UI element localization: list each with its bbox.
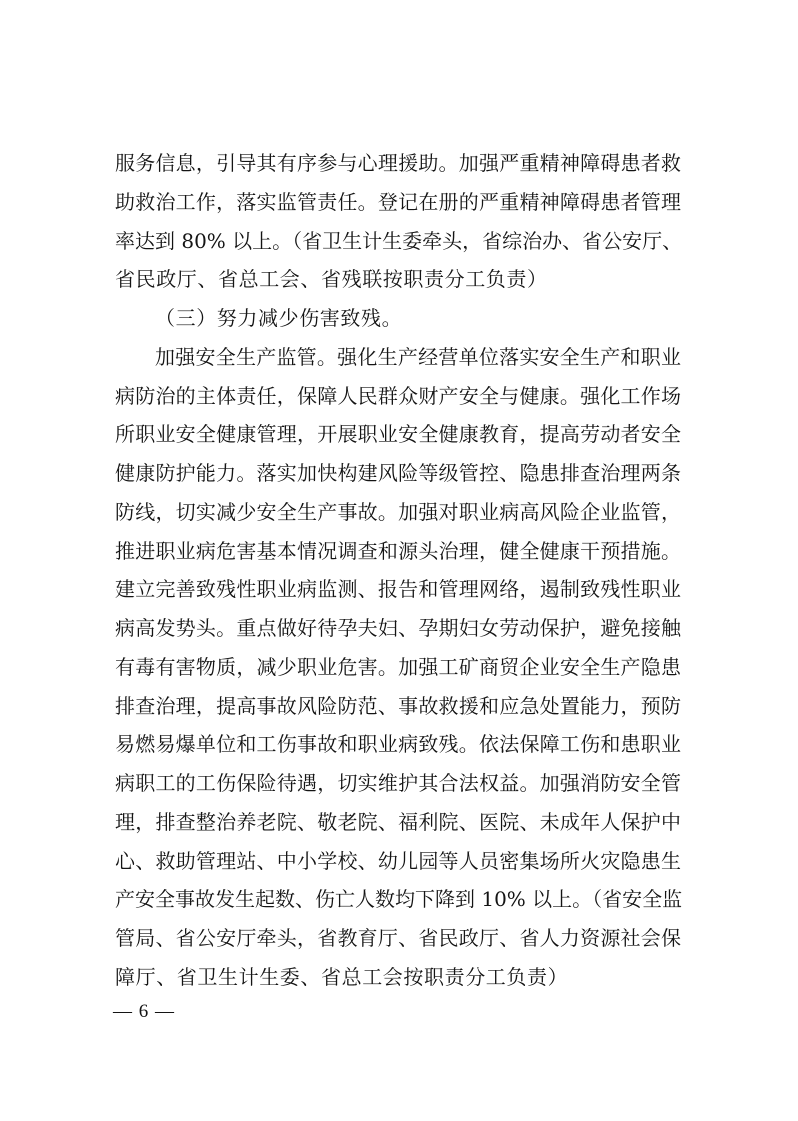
body-line: 率达到 80% 以上。（省卫生计生委牵头，省综治办、省公安厅、 — [115, 228, 683, 253]
body-line: 理，排查整治养老院、敬老院、福利院、医院、未成年人保护中 — [115, 809, 681, 834]
body-line: 产安全事故发生起数、伤亡人数均下降到 10% 以上。（省安全监 — [115, 887, 683, 912]
body-line: 病防治的主体责任，保障人民群众财产安全与健康。强化工作场 — [115, 383, 681, 408]
body-line: 助救治工作，落实监管责任。登记在册的严重精神障碍患者管理 — [115, 189, 681, 214]
body-line: 病职工的工伤保险待遇，切实维护其合法权益。加强消防安全管 — [115, 771, 681, 795]
body-line: 病高发势头。重点做好待孕夫妇、孕期妇女劳动保护，避免接触 — [115, 616, 681, 640]
section-heading: （三）努力减少伤害致残。 — [155, 306, 403, 330]
body-line: 所职业安全健康管理，开展职业安全健康教育，提高劳动者安全 — [115, 422, 681, 447]
body-line: 排查治理，提高事故风险防范、事故救援和应急处置能力，预防 — [115, 693, 681, 718]
body-line: 建立完善致残性职业病监测、报告和管理网络，遏制致残性职业 — [115, 577, 681, 602]
page-number: — 6 — — [113, 1001, 175, 1022]
body-line: 加强安全生产监管。强化生产经营单位落实安全生产和职业 — [155, 344, 681, 369]
body-line: 管局、省公安厅牵头，省教育厅、省民政厅、省人力资源社会保 — [115, 926, 681, 950]
body-line: 防线，切实减少安全生产事故。加强对职业病高风险企业监管， — [115, 499, 681, 524]
document-body — [115, 144, 681, 997]
body-line: 易燃易爆单位和工伤事故和职业病致残。依法保障工伤和患职业 — [115, 732, 681, 757]
body-line: 省民政厅、省总工会、省残联按职责分工负责） — [115, 267, 548, 292]
body-line: 健康防护能力。落实加快构建风险等级管控、隐患排查治理两条 — [115, 461, 681, 485]
body-line: 心、救助管理站、中小学校、幼儿园等人员密集场所火灾隐患生 — [115, 848, 681, 873]
body-line: 有毒有害物质，减少职业危害。加强工矿商贸企业安全生产隐患 — [115, 654, 681, 679]
body-line: 推进职业病危害基本情况调查和源头治理，健全健康干预措施。 — [115, 538, 681, 563]
body-line: 障厅、省卫生计生委、省总工会按职责分工负责） — [115, 964, 569, 989]
body-line: 服务信息，引导其有序参与心理援助。加强严重精神障碍患者救 — [115, 151, 681, 175]
